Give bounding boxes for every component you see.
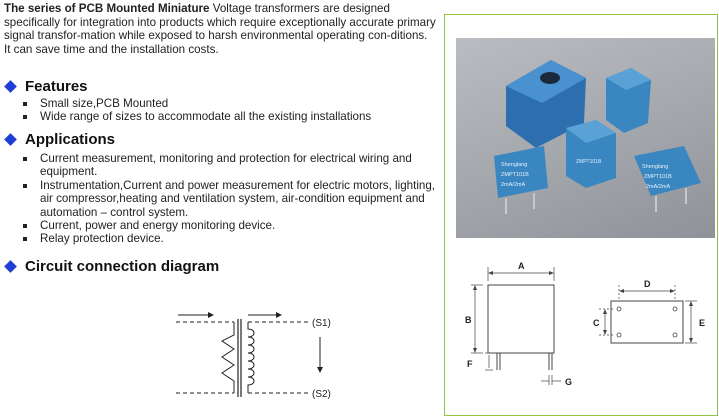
transformers-illustration bbox=[456, 38, 715, 238]
applications-title: Applications bbox=[25, 131, 116, 148]
list-item: Small size,PCB Mounted bbox=[20, 97, 440, 110]
diamond-bullet-icon bbox=[4, 80, 17, 93]
s2-label: (S2) bbox=[312, 389, 331, 400]
photo-label: 2mA/2mA bbox=[646, 184, 671, 190]
photo-label: Shenglang bbox=[642, 164, 669, 170]
photo-label: Shenglang bbox=[501, 162, 528, 168]
photo-label: ZMPT101B bbox=[501, 172, 529, 178]
circuit-heading bbox=[4, 258, 219, 275]
photo-label: ZMPT101B bbox=[644, 174, 672, 180]
features-heading bbox=[4, 78, 88, 95]
dim-e-label: E bbox=[699, 318, 706, 328]
dim-a-label: A bbox=[518, 261, 525, 271]
intro-line2: It can save time and the installation costs. bbox=[4, 42, 219, 56]
list-item: Wide range of sizes to accommodate all the existing installations bbox=[20, 110, 440, 123]
list-item: Instrumentation,Current and power measurement for electric motors, lighting, air compressor,heating and ventilation system, air-condition equipment and automation – control system. bbox=[20, 179, 440, 219]
dim-b-label: B bbox=[465, 315, 472, 325]
dimension-drawing bbox=[453, 255, 715, 405]
features-list bbox=[20, 97, 440, 124]
applications-list bbox=[20, 152, 440, 246]
applications-heading bbox=[4, 131, 115, 148]
product-panel bbox=[444, 14, 718, 416]
circuit-title: Circuit connection diagram bbox=[25, 258, 220, 275]
list-item: Relay protection device. bbox=[20, 232, 440, 245]
dim-f-label: F bbox=[467, 359, 473, 369]
features-title: Features bbox=[25, 78, 88, 95]
circuit-diagram bbox=[170, 305, 350, 410]
dim-g-label: G bbox=[565, 377, 573, 387]
list-item: Current measurement, monitoring and protection for electrical wiring and equipment. bbox=[20, 152, 440, 179]
list-item: Current, power and energy monitoring device. bbox=[20, 219, 440, 232]
photo-label: 2mA/2mA bbox=[501, 182, 526, 188]
dim-c-label: C bbox=[593, 318, 600, 328]
dim-d-label: D bbox=[644, 279, 651, 289]
diamond-bullet-icon bbox=[4, 260, 17, 273]
product-photo bbox=[456, 38, 715, 238]
s1-label: (S1) bbox=[312, 318, 331, 329]
diamond-bullet-icon bbox=[4, 133, 17, 146]
intro-text: Voltage transformers are designed specifically for integration into products which require exceptionally accurate primary signal transfor-mation while exposed to harsh environmental operating con-ditions. bbox=[4, 2, 436, 43]
photo-label: ZMPT101B bbox=[576, 159, 602, 165]
intro-bold-lead: The series of PCB Mounted Miniature bbox=[4, 2, 210, 15]
intro-paragraph bbox=[4, 2, 444, 56]
